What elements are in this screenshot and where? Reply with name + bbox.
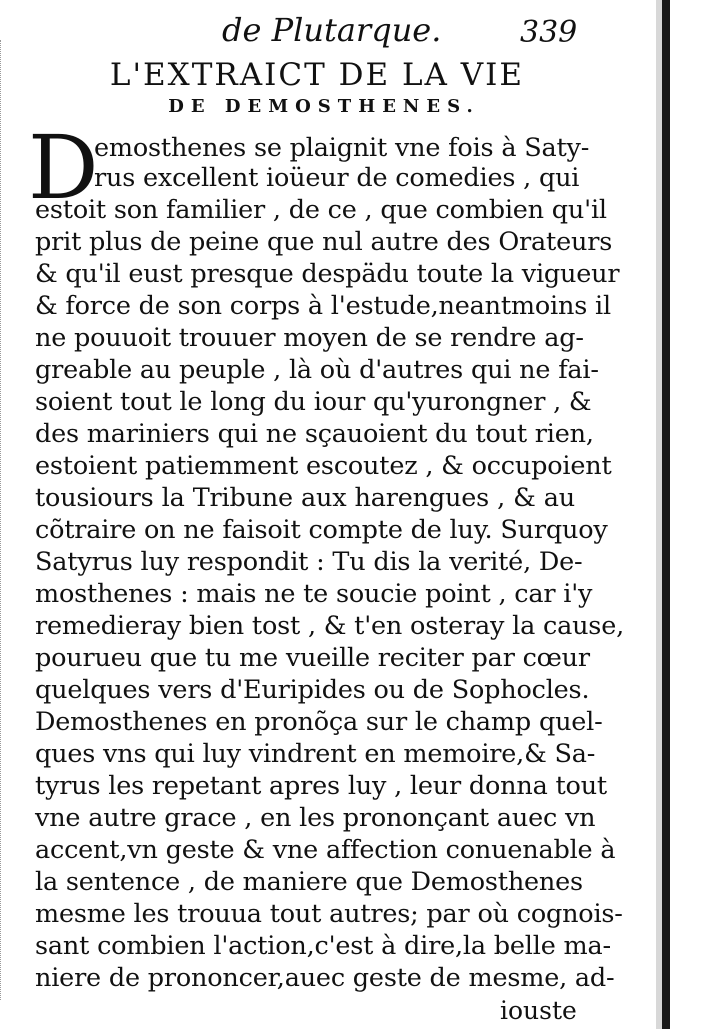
book-spine [662, 0, 670, 1029]
text-line: greable au peuple , là où d'autres qui ne fai- [35, 355, 599, 385]
text-line: Satyrus luy respondit : Tu dis la verité, De- [35, 547, 583, 577]
text-line: prit plus de peine que nul autre des Orateurs [35, 227, 613, 257]
text-line: soient tout le long du iour qu'yurongner , & [35, 387, 592, 417]
text-line: mosthenes : mais ne te soucie point , car i'y [35, 579, 593, 609]
text-line: emosthenes se plaignit vne fois à Saty- [94, 133, 590, 163]
text-line: sant combien l'action,c'est à dire,la belle ma- [35, 931, 611, 961]
text-line: estoit son familier , de ce , que combien qu'il [35, 195, 607, 225]
text-line: des mariniers qui ne sçauoient du tout rien, [35, 419, 594, 449]
text-line: rus excellent ioüeur de comedies , qui [94, 163, 580, 193]
text-line: pourueu que tu me vueille reciter par cœur [35, 643, 590, 673]
text-line: accent,vn geste & vne affection conuenable à [35, 835, 616, 865]
text-line: tyrus les repetant apres luy , leur donna tout [35, 771, 607, 801]
text-line: tousiours la Tribune aux harengues , & au [35, 483, 575, 513]
text-line: Demosthenes en pronõça sur le champ quel- [35, 707, 603, 737]
drop-cap: D [28, 116, 99, 219]
text-line: ne pouuoit trouuer moyen de se rendre ag- [35, 323, 584, 353]
chapter-title: L'EXTRAICT DE LA VIE [109, 57, 525, 93]
text-line: ques vns qui luy vindrent en memoire,& Sa- [35, 739, 596, 769]
catchword: iouste [500, 996, 577, 1025]
running-head: de Plutarque. [222, 11, 442, 49]
text-line: & force de son corps à l'estude,neantmoins il [35, 291, 611, 321]
text-line: remedieray bien tost , & t'en osteray la cause, [35, 611, 624, 641]
text-line: cõtraire on ne faisoit compte de luy. Surquoy [35, 515, 608, 545]
page-gutter-edge [0, 40, 5, 1000]
page-number: 339 [520, 15, 578, 50]
text-line: & qu'il eust presque despädu toute la vigueur [35, 259, 620, 289]
text-line: quelques vers d'Euripides ou de Sophocles. [35, 675, 590, 705]
text-line: mesme les trouua tout autres; par où cognois- [35, 899, 623, 929]
text-line: la sentence , de maniere que Demosthenes [35, 867, 583, 897]
text-line: niere de prononcer,auec geste de mesme, ad- [35, 963, 615, 993]
text-line: estoient patiemment escoutez , & occupoient [35, 451, 612, 481]
chapter-subtitle: DE DEMOSTHENES. [168, 96, 480, 117]
text-line: vne autre grace , en les prononçant auec vn [35, 803, 596, 833]
